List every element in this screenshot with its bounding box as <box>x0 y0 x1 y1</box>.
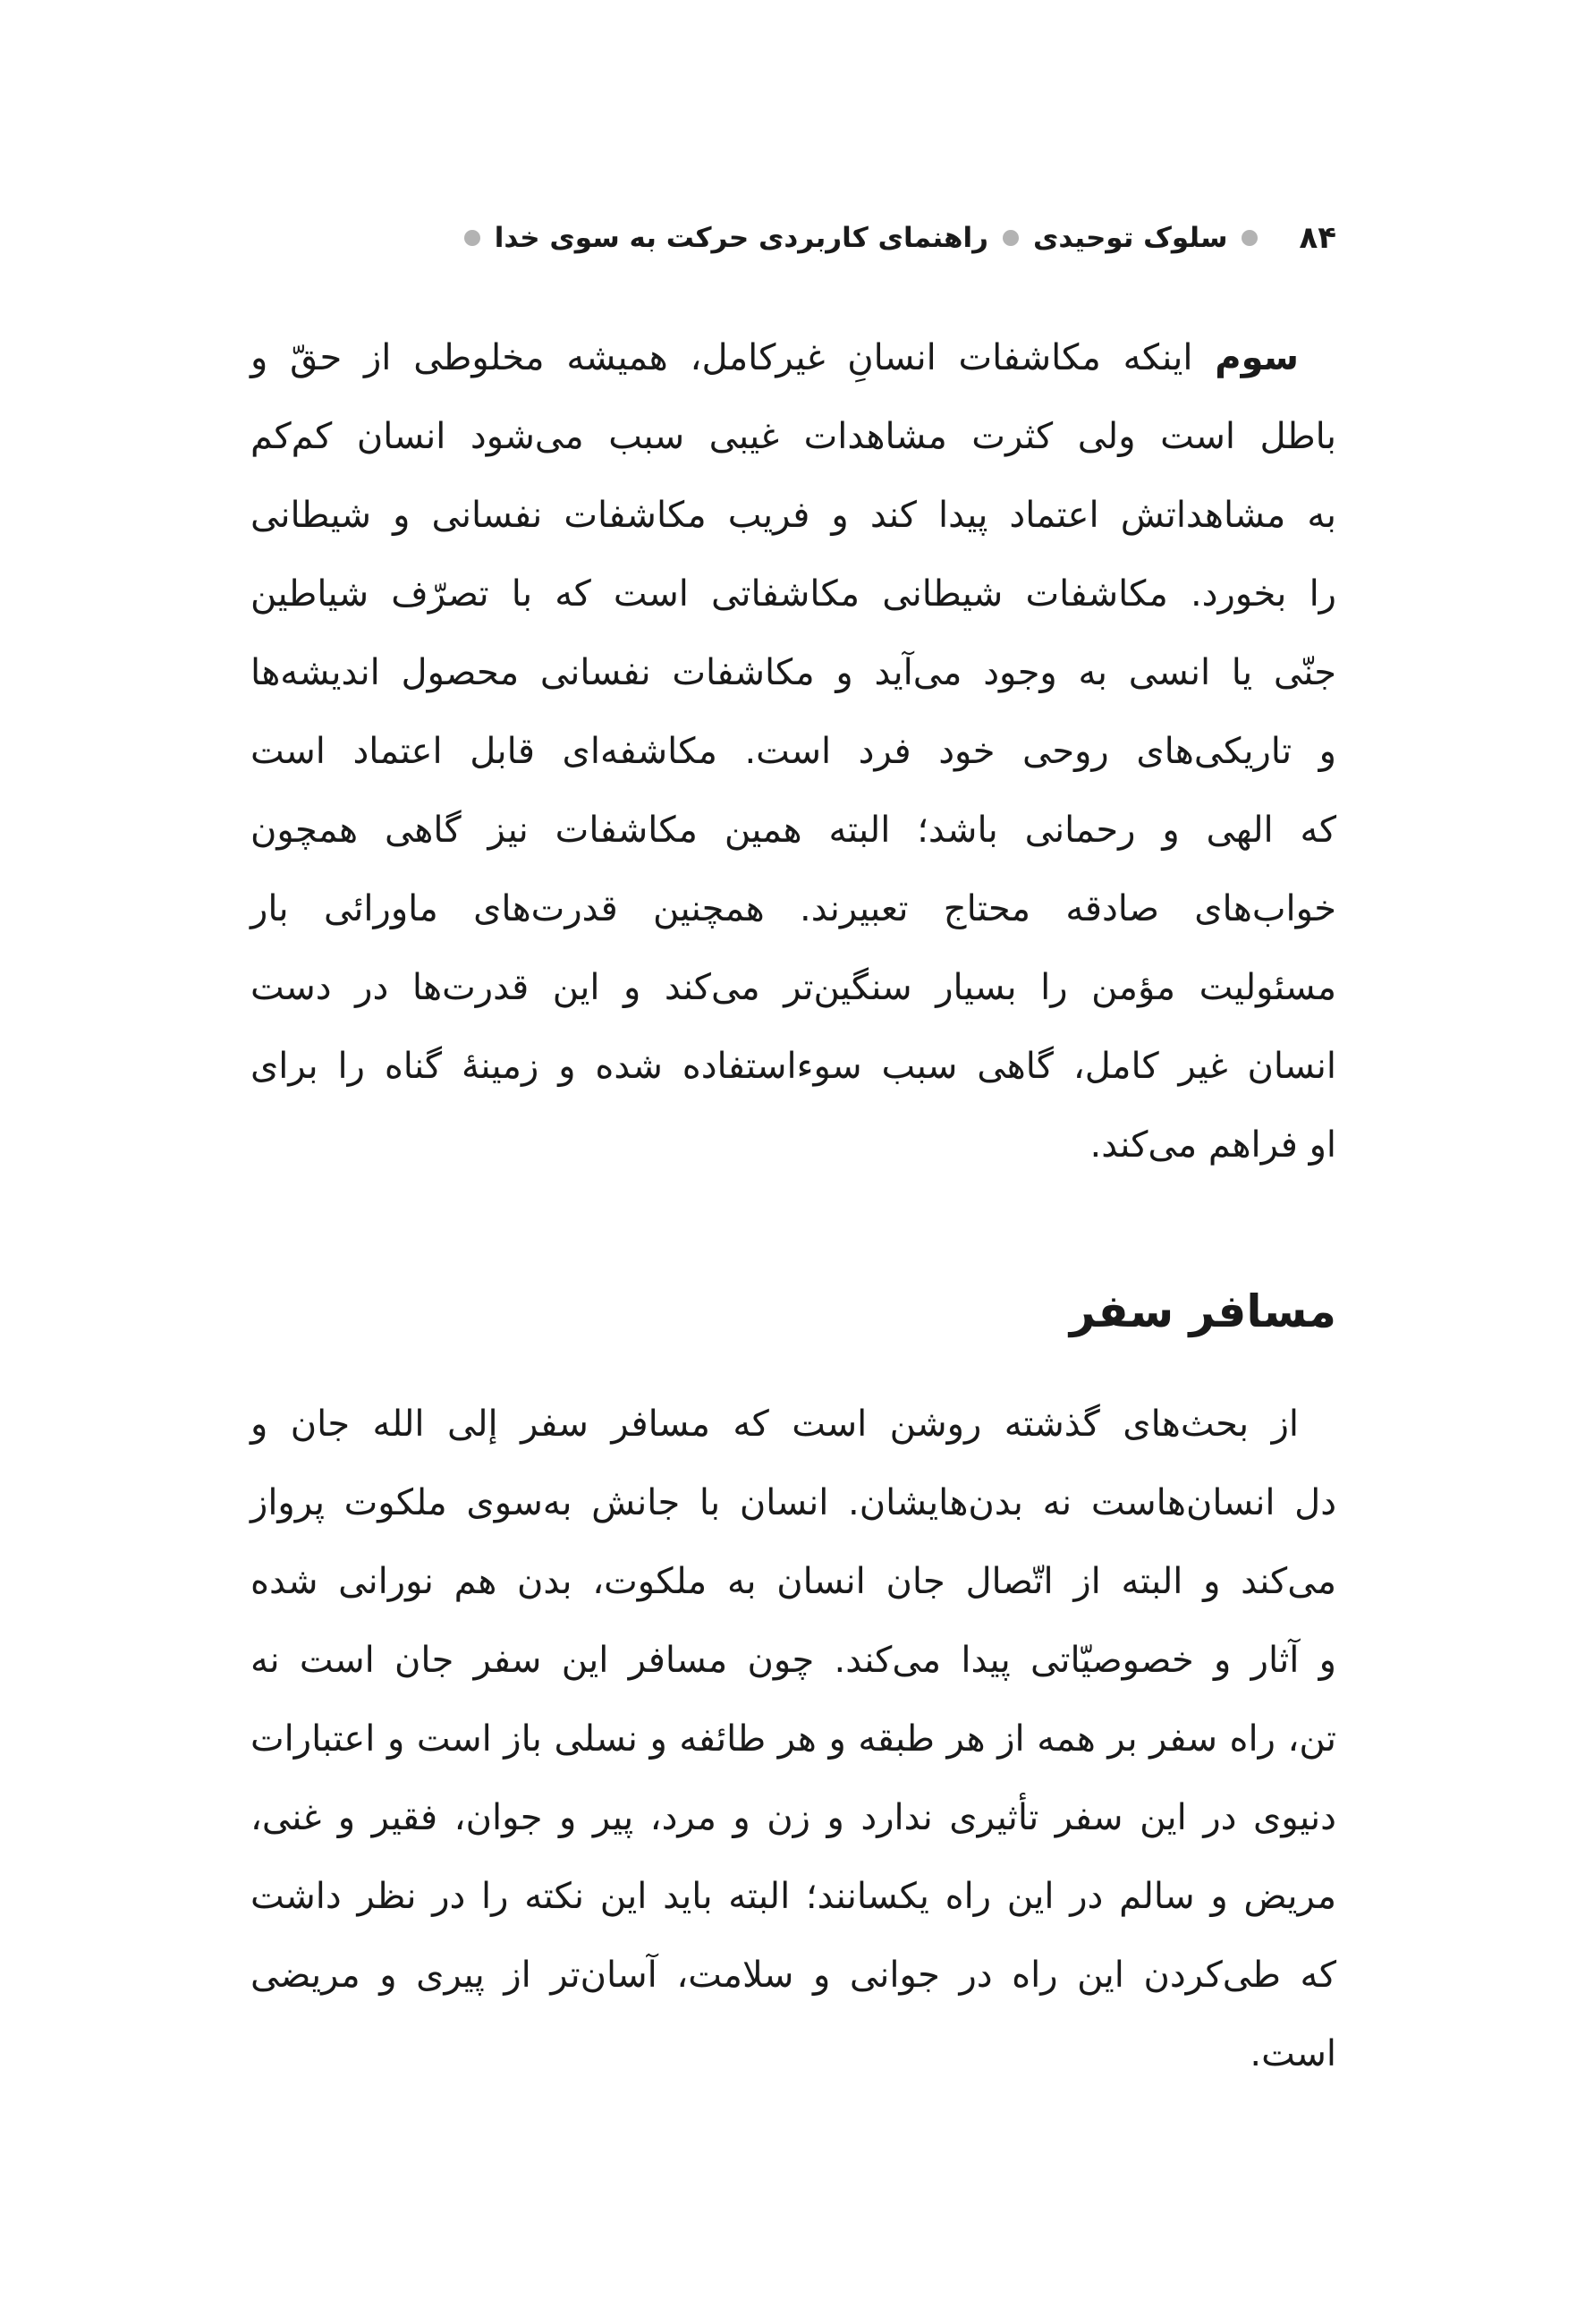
section-heading: مسافر سفر <box>1069 1285 1336 1337</box>
text-line: به مشاهداتش اعتماد پیدا کند و فریب مکاشفات نفسانی و شیطانی <box>250 495 1336 536</box>
text-line: است. <box>1250 2033 1336 2074</box>
text-line: دل انسان‌هاست نه بدن‌هایشان. انسان با جانش به‌سوی ملکوت پرواز <box>250 1482 1336 1523</box>
text-line-rest: اینکه مکاشفات انسانِ غیرکامل، همیشه مخلوطی از حقّ و <box>250 337 1193 378</box>
text-line: انسان غیر کامل، گاهی سبب سوءاستفاده شده و زمینهٔ گناه را برای <box>250 1046 1336 1087</box>
text-line: از بحث‌های گذشته روشن است که مسافر سفر إلی الله جان و <box>250 1404 1299 1445</box>
book-subtitle: راهنمای کاربردی حرکت به سوی خدا <box>494 222 988 254</box>
paragraph-revelations <box>250 318 1336 1184</box>
text-line: را بخورد. مکاشفات شیطانی مکاشفاتی است که با تصرّف شیاطین <box>250 573 1336 615</box>
book-title: سلوک توحیدی <box>1032 222 1228 254</box>
text-line: و آثار و خصوصیّاتی پیدا می‌کند. چون مسافر این سفر جان است نه <box>250 1640 1336 1681</box>
text-line: که الهی و رحمانی باشد؛ البته همین مکاشفات نیز گاهی همچون <box>250 810 1336 851</box>
text-line: جنّی یا انسی به وجود می‌آید و مکاشفات نفسانی محصول اندیشه‌ها <box>250 652 1336 693</box>
text-line: تن، راه سفر بر همه از هر طبقه و هر طائفه و نسلی باز است و اعتبارات <box>250 1718 1336 1760</box>
text-line: دنیوی در این سفر تأثیری ندارد و زن و مرد، پیر و جوان، فقیر و غنی، <box>250 1797 1336 1838</box>
text-line: می‌کند و البته از اتّصال جان انسان به ملکوت، بدن هم نورانی شده <box>250 1561 1336 1602</box>
running-header <box>464 220 1336 256</box>
page-number: ۸۴ <box>1299 220 1336 256</box>
text-line: خواب‌های صادقه محتاج تعبیرند. همچنین قدرت‌های ماورائی بار <box>250 888 1336 929</box>
paragraph-traveler <box>250 1385 1336 2093</box>
text-line: که طی‌کردن این راه در جوانی و سلامت، آسان‌تر از پیری و مریضی <box>250 1955 1336 1996</box>
text-line: و تاریکی‌های روحی خود فرد است. مکاشفه‌ای قابل اعتماد است <box>250 731 1336 772</box>
text-line <box>250 318 1336 397</box>
text-line: او فراهم می‌کند. <box>1089 1124 1336 1166</box>
text-line: مریض و سالم در این راه یکسانند؛ البته باید این نکته را در نظر داشت <box>250 1876 1336 1917</box>
text-line: باطل است ولی کثرت مشاهدات غیبی سبب می‌شود انسان کم‌کم <box>250 416 1336 457</box>
lead-word: سوم <box>1215 337 1299 378</box>
separator-dot-icon <box>1003 230 1019 246</box>
separator-dot-icon <box>464 230 480 246</box>
text-line: مسئولیت مؤمن را بسیار سنگین‌تر می‌کند و این قدرت‌ها در دست <box>250 967 1336 1008</box>
separator-dot-icon <box>1242 230 1258 246</box>
